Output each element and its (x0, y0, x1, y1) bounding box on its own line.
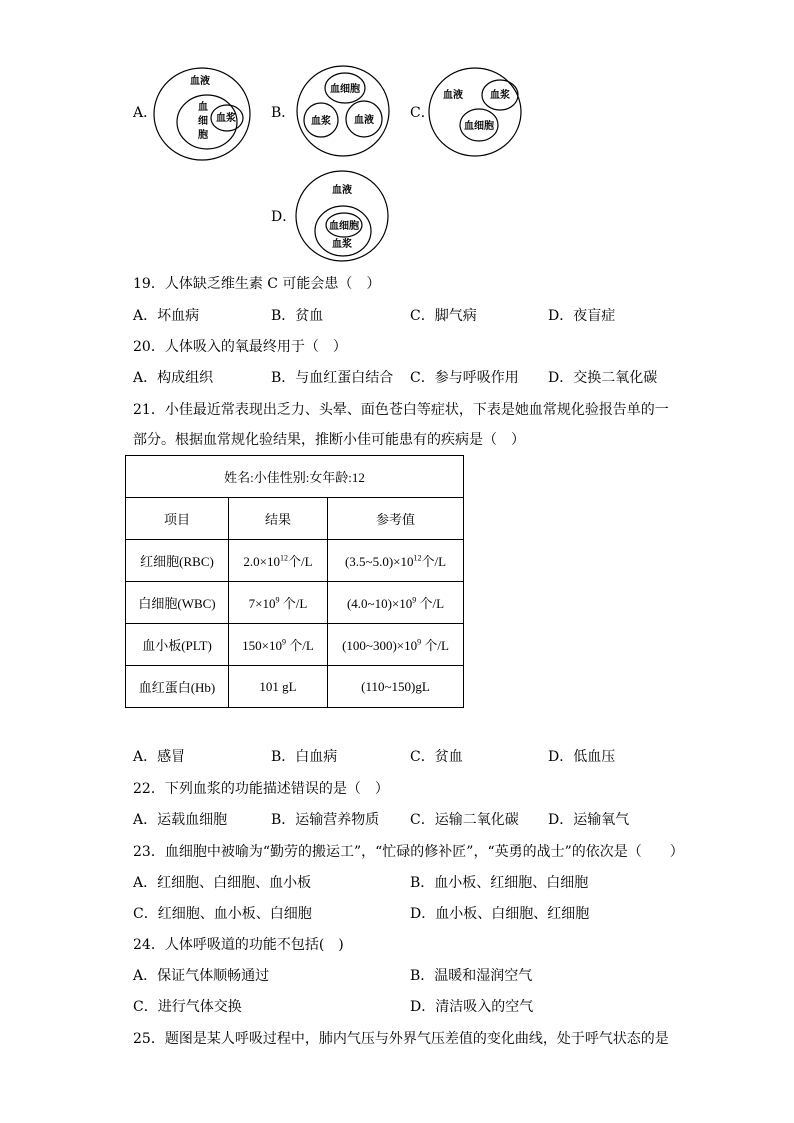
diagram-a-label-cell-2: 细 (198, 116, 208, 127)
q21-option-a: A．感冒 (133, 749, 186, 765)
option-d-letter: D． (271, 209, 297, 225)
diagram-a (150, 64, 260, 164)
q22-option-c: C．运输二氧化碳 (410, 812, 519, 828)
diagram-b-label-plasma: 血浆 (311, 116, 331, 127)
q22-option-a: A．运载血细胞 (133, 812, 228, 828)
diagram-a-label-cell-1: 血 (198, 102, 208, 113)
option-c-letter: C． (410, 105, 435, 121)
q23-option-a: A．红细胞、白细胞、血小板 (133, 875, 312, 891)
q19-option-a: A．坏血病 (133, 308, 200, 324)
diagram-d-label-cell: 血细胞 (329, 221, 359, 232)
diagram-b (295, 64, 395, 164)
diagram-a-label-cell-3: 胞 (198, 130, 208, 141)
cell-reference: (110~150)gL (328, 666, 464, 708)
diagram-c-label-blood: 血液 (443, 90, 463, 101)
cell-result: 101 gL (229, 666, 328, 708)
q19-option-d: D．夜盲症 (548, 308, 616, 324)
blood-test-table (125, 455, 464, 708)
q19-stem: 19．人体缺乏维生素 C 可能会患（ ） (133, 276, 381, 292)
q24-option-b: B．温暖和湿润空气 (410, 968, 533, 984)
cell-item: 白细胞(WBC) (126, 582, 229, 624)
diagram-d-label-plasma: 血浆 (332, 239, 352, 250)
q21-stem-line2: 部分。根据血常规化验结果，推断小佳可能患有的疾病是（ ） (133, 432, 525, 448)
q23-option-b: B．血小板、红细胞、白细胞 (410, 875, 589, 891)
q21-option-c: C．贫血 (410, 749, 463, 765)
option-a-letter: A． (133, 105, 158, 121)
option-b-letter: B． (271, 105, 296, 121)
q24-option-c: C．进行气体交换 (133, 999, 242, 1015)
diagram-c (427, 64, 527, 164)
column-header-item: 项目 (126, 498, 229, 540)
cell-reference: $(100\sim 300)\times 10^9$ 个/L (328, 624, 464, 666)
diagram-b-label-cell: 血细胞 (330, 84, 360, 95)
diagram-a-label-blood: 血液 (190, 76, 210, 87)
q21-option-d: D．低血压 (548, 749, 616, 765)
table-row-hb (126, 666, 464, 708)
cell-result: $150\times 10^9$ 个/L (229, 624, 328, 666)
q20-stem: 20．人体吸入的氧最终用于（ ） (133, 339, 347, 355)
q21-stem-line1: 21．小佳最近常表现出乏力、头晕、面色苍白等症状，下表是她血常规化验报告单的一 (133, 402, 669, 418)
diagram-d (292, 168, 392, 268)
q19-option-b: B．贫血 (271, 308, 324, 324)
table-header: 姓名:小佳性别:女年龄:12 (126, 456, 464, 498)
q25-stem: 25．题图是某人呼吸过程中，肺内气压与外界气压差值的变化曲线，处于呼气状态的是 (133, 1031, 669, 1047)
cell-item: 血红蛋白(Hb) (126, 666, 229, 708)
q22-option-d: D．运输氧气 (548, 812, 630, 828)
cell-item: 红细胞(RBC) (126, 540, 229, 582)
cell-reference: $(3.5\sim 5.0)\times 10^{12}$个/L (328, 540, 464, 582)
diagram-c-label-plasma: 血浆 (490, 90, 510, 101)
cell-reference: $(4.0\sim 10)\times 10^9$ 个/L (328, 582, 464, 624)
table-row-wbc (126, 582, 464, 624)
diagram-b-label-blood: 血液 (354, 115, 374, 126)
q23-stem: 23．血细胞中被喻为“勤劳的搬运工”，“忙碌的修补匠”，“英勇的战士”的依次是（ ） (133, 844, 684, 860)
cell-result: $2.0\times 10^{12}$个/L (229, 540, 328, 582)
column-header-result: 结果 (229, 498, 328, 540)
table-row-rbc (126, 540, 464, 582)
q19-option-c: C．脚气病 (410, 308, 477, 324)
q21-option-b: B．白血病 (271, 749, 338, 765)
q20-option-c: C．参与呼吸作用 (410, 370, 519, 386)
q23-option-d: D．血小板、白细胞、红细胞 (410, 906, 590, 922)
q23-option-c: C．红细胞、血小板、白细胞 (133, 906, 312, 922)
table-row-plt (126, 624, 464, 666)
q22-stem: 22．下列血浆的功能描述错误的是（ ） (133, 781, 389, 797)
cell-result: $7\times 10^9$ 个/L (229, 582, 328, 624)
q22-option-b: B．运输营养物质 (271, 812, 380, 828)
q20-option-a: A．构成组织 (133, 370, 214, 386)
diagram-a-label-plasma: 血浆 (216, 113, 236, 124)
q20-option-d: D．交换二氧化碳 (548, 370, 658, 386)
cell-item: 血小板(PLT) (126, 624, 229, 666)
q20-option-b: B．与血红蛋白结合 (271, 370, 394, 386)
q24-option-a: A．保证气体顺畅通过 (133, 968, 270, 984)
diagram-d-label-blood: 血液 (332, 185, 352, 196)
q24-option-d: D．清洁吸入的空气 (410, 999, 534, 1015)
q24-stem: 24．人体呼吸道的功能不包括( ) (133, 937, 344, 953)
diagram-c-label-cell: 血细胞 (464, 121, 494, 132)
column-header-reference: 参考值 (328, 498, 464, 540)
